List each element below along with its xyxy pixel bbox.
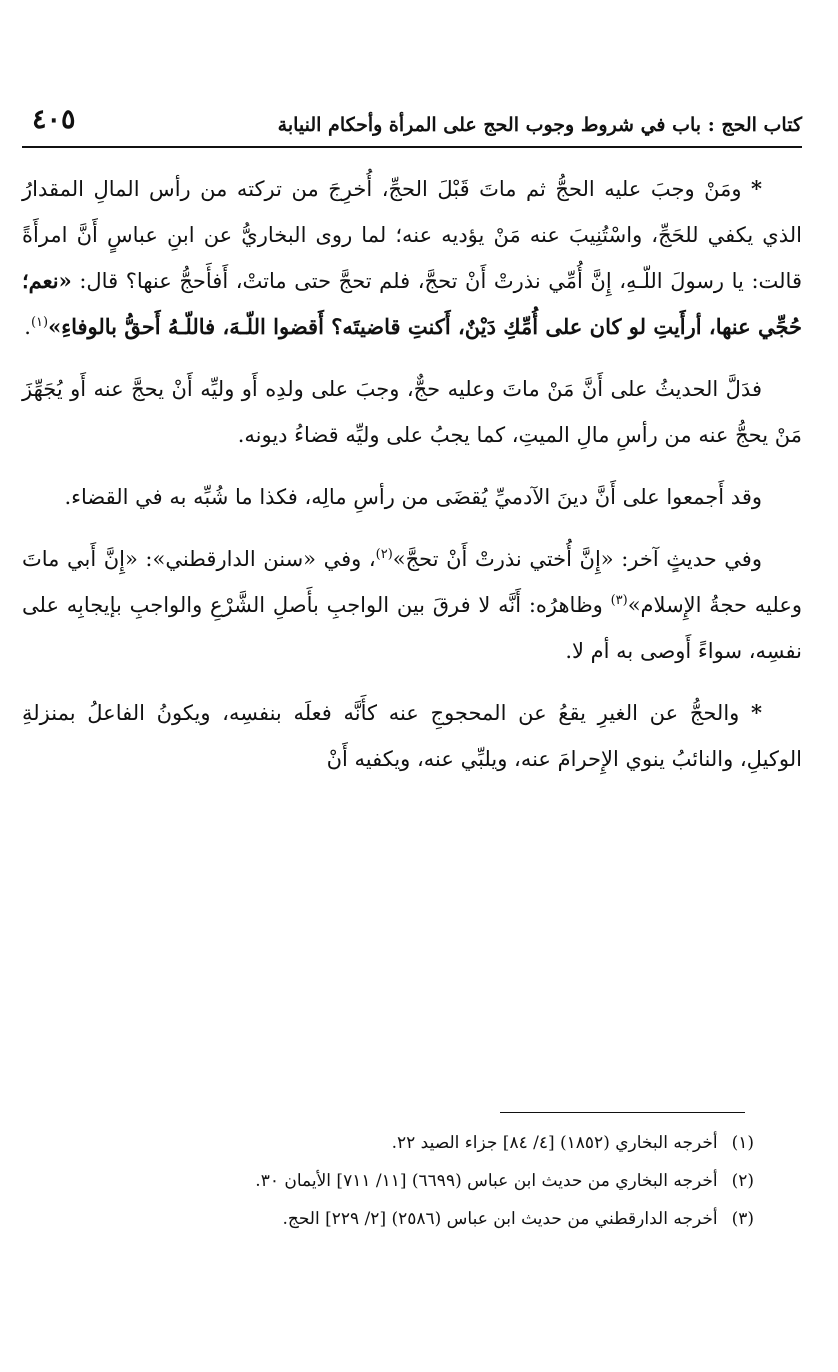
footnote-text: أخرجه البخاري (١٨٥٢) [٤/ ٨٤] جزاء الصيد ٢٢.	[391, 1133, 718, 1153]
paragraph-5	[22, 690, 802, 782]
footnote-text: أخرجه البخاري من حديث ابن عباس (٦٦٩٩) [١١/ ٧١١] الأيمان ٣٠.	[255, 1171, 718, 1191]
paragraph-2	[22, 366, 802, 458]
footnote-divider	[500, 1112, 745, 1113]
running-title: كتاب الحج : باب في شروط وجوب الحج على المرأة وأحكام النيابة	[277, 114, 802, 136]
paragraph-text: وفي حديثٍ آخر: «إِنَّ أُختي نذرتْ أَنْ تحجَّ»	[392, 547, 762, 571]
asterisk-marker: *	[751, 700, 762, 725]
hadith-quote: «نعم؛ حُجِّي عنها، أرأَيتِ لو كان على أُمِّكِ دَيْنٌ، أَكنتِ قاضيتَه؟ أَقضوا اللّـهَ، فاللّـهُ أَحقُّ بالوفاءِ»	[22, 268, 802, 339]
page-header	[22, 100, 802, 148]
footnote-3	[22, 1200, 754, 1238]
footnote-ref: (٢)	[375, 547, 393, 562]
footnote-text: أخرجه الدارقطني من حديث ابن عباس (٢٥٨٦) [٢/ ٢٢٩] الحج.	[282, 1209, 718, 1229]
page-number: ٤٠٥	[32, 104, 76, 135]
footnote-ref: (١)	[30, 315, 49, 330]
header-divider	[22, 146, 802, 148]
paragraph-1	[22, 166, 802, 350]
paragraph-text: وظاهرُه: أَنَّه لا فرقَ بين الواجبِ بأَصلِ الشَّرْعِ والواجبِ بإيجابِه على نفسِه، سواءً أَوصى به أم لا.	[22, 593, 802, 663]
main-text	[22, 166, 802, 798]
paragraph-text: فدَلَّ الحديثُ على أَنَّ مَنْ ماتَ وعليه حجٌّ، وجبَ على ولدِه أَو وليِّه أَنْ يحجَّ عنه أَو يُجَهِّزَ مَنْ يحجُّ عنه من رأسِ مالِ الميتِ، كما يجبُ على وليِّه قضاءُ ديونه.	[22, 377, 802, 447]
footnote-1	[22, 1124, 754, 1162]
footnote-ref: (٣)	[610, 593, 628, 608]
paragraph-4	[22, 536, 802, 674]
paragraph-text: .	[24, 315, 31, 339]
footnote-number: (٢)	[731, 1171, 754, 1191]
paragraph-text: وقد أَجمعوا على أَنَّ دينَ الآدميِّ يُقضَى من رأسِ مالِه، فكذا ما شُبِّه به في القضاء.	[64, 485, 762, 509]
paragraph-text: والحجُّ عن الغيرِ يقعُ عن المحجوجِ عنه كأَنَّه فعلَه بنفسِه، ويكونُ الفاعلُ بمنزلةِ الوكيلِ، والنائبُ ينوي الإِحرامَ عنه، ويلبِّي عنه، ويكفيه أَنْ	[22, 701, 802, 771]
footnote-number: (١)	[731, 1133, 754, 1153]
footnote-number: (٣)	[731, 1209, 754, 1229]
paragraph-text: ، وفي «سنن الدارقطني»: «إِنَّ أَبي ماتَ وعليه حجةُ الإِسلام»	[22, 547, 802, 617]
footnote-2	[22, 1162, 754, 1200]
footnotes	[22, 1124, 754, 1238]
paragraph-text: ومَنْ وجبَ عليه الحجُّ ثم ماتَ قَبْلَ الحجِّ، أُخرِجَ من تركته من رأس المالِ المقدارُ الذي يكفي للحَجِّ، واسْتُنِيبَ عنه مَنْ يؤديه عنه؛ لما روى البخاريُّ عن ابنِ عباسٍ أَنَّ امرأَةً قالت: يا رسولَ اللّـهِ، إِنَّ أُمِّي نذرتْ أَنْ تحجَّ، فلم تحجَّ حتى ماتتْ، أَفأَحجُّ عنها؟ قال:	[22, 177, 802, 293]
asterisk-marker: *	[751, 176, 762, 201]
paragraph-3	[22, 474, 802, 520]
